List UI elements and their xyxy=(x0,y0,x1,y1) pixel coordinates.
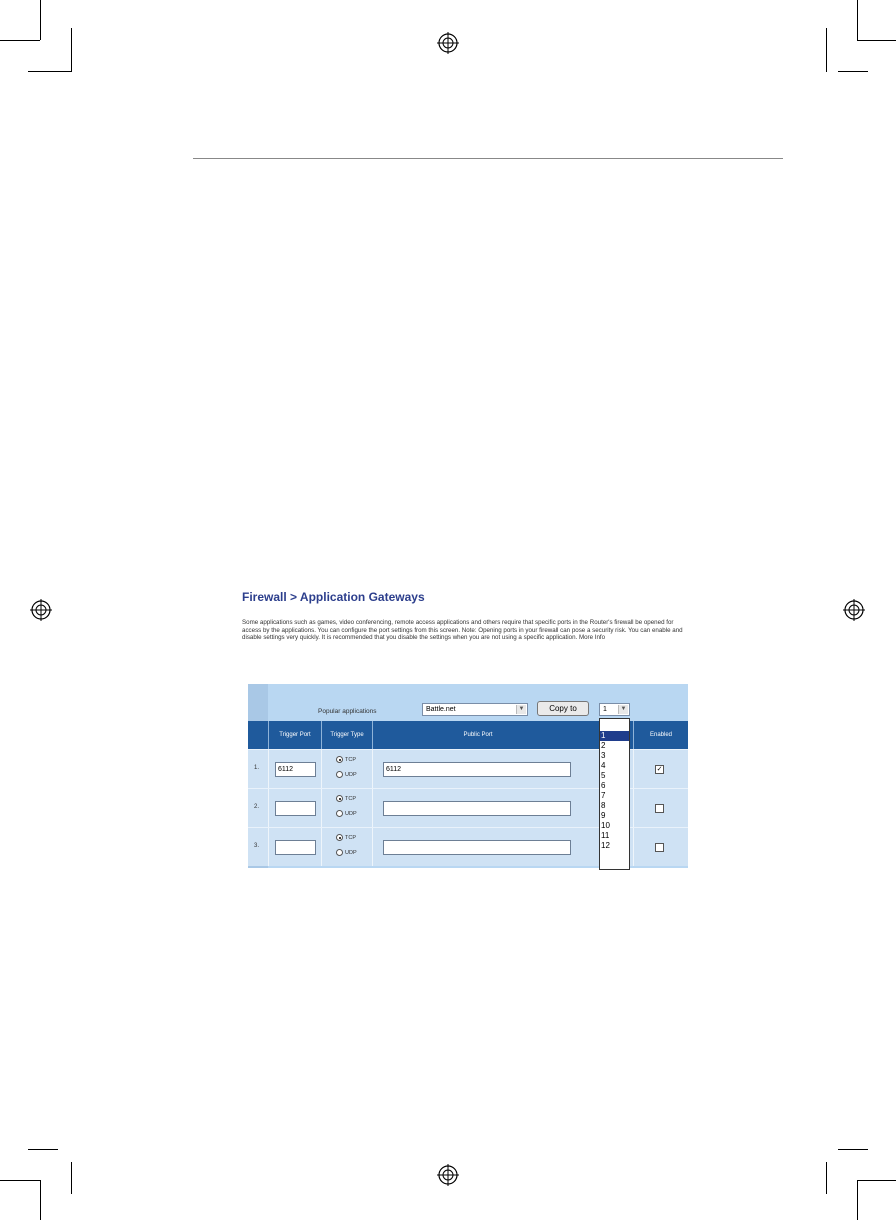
udp-label: UDP xyxy=(345,849,357,856)
page-title: Firewall > Application Gateways xyxy=(242,590,425,604)
trigger-port-input[interactable]: 6112 xyxy=(275,762,316,777)
tcp-label: TCP xyxy=(345,795,356,802)
public-port-input[interactable]: 6112 xyxy=(383,762,571,777)
crop-mark-bl-h2 xyxy=(0,1180,40,1181)
column-separator xyxy=(372,828,373,866)
crop-mark-tr-v xyxy=(826,28,827,72)
tcp-label: TCP xyxy=(345,756,356,763)
row-number-dropdown-list[interactable] xyxy=(599,718,630,870)
row-number: 3. xyxy=(254,843,260,849)
udp-label: UDP xyxy=(345,771,357,778)
column-separator xyxy=(321,828,322,866)
tcp-label: TCP xyxy=(345,834,356,841)
crop-mark-tr-h xyxy=(838,71,868,72)
dropdown-option[interactable]: 3 xyxy=(601,751,606,760)
tcp-option[interactable] xyxy=(336,795,356,802)
registration-mark-icon xyxy=(843,599,865,621)
dropdown-option[interactable]: 12 xyxy=(601,841,610,850)
trigger-port-input[interactable] xyxy=(275,840,316,855)
row-number-value: 1 xyxy=(603,706,607,713)
enabled-checkbox[interactable]: ✓ xyxy=(656,766,663,773)
dropdown-option[interactable]: 4 xyxy=(601,761,606,770)
row-number: 2. xyxy=(254,804,260,810)
dropdown-option[interactable]: 1 xyxy=(600,731,629,741)
header-trigger-type: Trigger Type xyxy=(330,731,364,738)
dropdown-option[interactable]: 7 xyxy=(601,791,606,800)
chevron-down-icon[interactable]: ▼ xyxy=(618,705,628,714)
enabled-checkbox[interactable] xyxy=(655,843,664,852)
dropdown-option-blank[interactable] xyxy=(600,719,629,731)
dropdown-option[interactable]: 2 xyxy=(601,741,606,750)
udp-radio[interactable] xyxy=(336,810,343,817)
router-screenshot xyxy=(238,585,693,870)
tcp-option[interactable] xyxy=(336,834,356,841)
udp-radio[interactable] xyxy=(336,771,343,778)
crop-mark-br-v2 xyxy=(857,1180,858,1220)
dropdown-option[interactable]: 11 xyxy=(601,831,610,840)
udp-option[interactable] xyxy=(336,849,357,856)
copy-to-button[interactable]: Copy to xyxy=(537,701,589,716)
crop-mark-bl-v xyxy=(71,1162,72,1194)
column-separator xyxy=(321,750,322,788)
crop-mark-tr-h2 xyxy=(857,40,896,41)
tcp-radio[interactable] xyxy=(336,795,343,802)
column-separator xyxy=(268,789,269,827)
tcp-option[interactable] xyxy=(336,756,356,763)
popular-applications-select[interactable] xyxy=(422,703,528,716)
udp-option[interactable] xyxy=(336,810,357,817)
udp-option[interactable] xyxy=(336,771,357,778)
udp-radio[interactable] xyxy=(336,849,343,856)
registration-mark-icon xyxy=(30,599,52,621)
tcp-radio[interactable] xyxy=(336,834,343,841)
column-separator xyxy=(372,789,373,827)
registration-mark-icon xyxy=(437,32,459,54)
column-separator xyxy=(633,789,634,827)
popular-applications-value: Battle.net xyxy=(426,706,456,713)
tcp-radio[interactable] xyxy=(336,756,343,763)
public-port-input[interactable] xyxy=(383,801,571,816)
crop-mark-br-h xyxy=(838,1149,868,1150)
dropdown-option[interactable]: 10 xyxy=(601,821,610,830)
crop-mark-tl-h2 xyxy=(0,40,40,41)
column-separator xyxy=(372,750,373,788)
column-separator xyxy=(633,750,634,788)
row-number: 1. xyxy=(254,765,260,771)
udp-label: UDP xyxy=(345,810,357,817)
dropdown-option[interactable]: 9 xyxy=(601,811,606,820)
dropdown-option[interactable]: 5 xyxy=(601,771,606,780)
crop-mark-bl-v2 xyxy=(40,1180,41,1220)
column-separator xyxy=(633,828,634,866)
registration-mark-icon xyxy=(437,1164,459,1186)
page-description: Some applications such as games, video conferencing, remote access applications and others require that specific ports in the Router's firewall be opened for access by the applications. You can configure the port settings from this screen. Note: Opening ports in your firewall can pose a security risk. You can enable and disable settings very quickly. It is recommended that you disable the settings when you are not using a specific application. More Info xyxy=(242,619,683,642)
chevron-down-icon[interactable]: ▼ xyxy=(516,705,526,714)
trigger-port-input[interactable] xyxy=(275,801,316,816)
header-trigger-port: Trigger Port xyxy=(279,731,311,738)
row-number-select[interactable] xyxy=(599,703,630,716)
enabled-checkbox[interactable] xyxy=(655,804,664,813)
column-separator xyxy=(268,750,269,788)
header-enabled: Enabled xyxy=(649,731,673,738)
column-separator xyxy=(268,828,269,866)
crop-mark-tr-v2 xyxy=(857,0,858,40)
popular-applications-label: Popular applications xyxy=(318,708,377,715)
crop-mark-tl-h xyxy=(28,71,72,72)
header-rule xyxy=(193,158,783,159)
dropdown-option[interactable]: 8 xyxy=(601,801,606,810)
dropdown-option[interactable]: 6 xyxy=(601,781,606,790)
crop-mark-br-v xyxy=(826,1162,827,1194)
crop-mark-tl-v xyxy=(71,28,72,72)
header-public-port: Public Port xyxy=(463,731,493,738)
crop-mark-bl-h xyxy=(28,1149,58,1150)
column-separator xyxy=(321,789,322,827)
crop-mark-tl-v2 xyxy=(40,0,41,40)
public-port-input[interactable] xyxy=(383,840,571,855)
crop-mark-br-h2 xyxy=(857,1180,896,1181)
